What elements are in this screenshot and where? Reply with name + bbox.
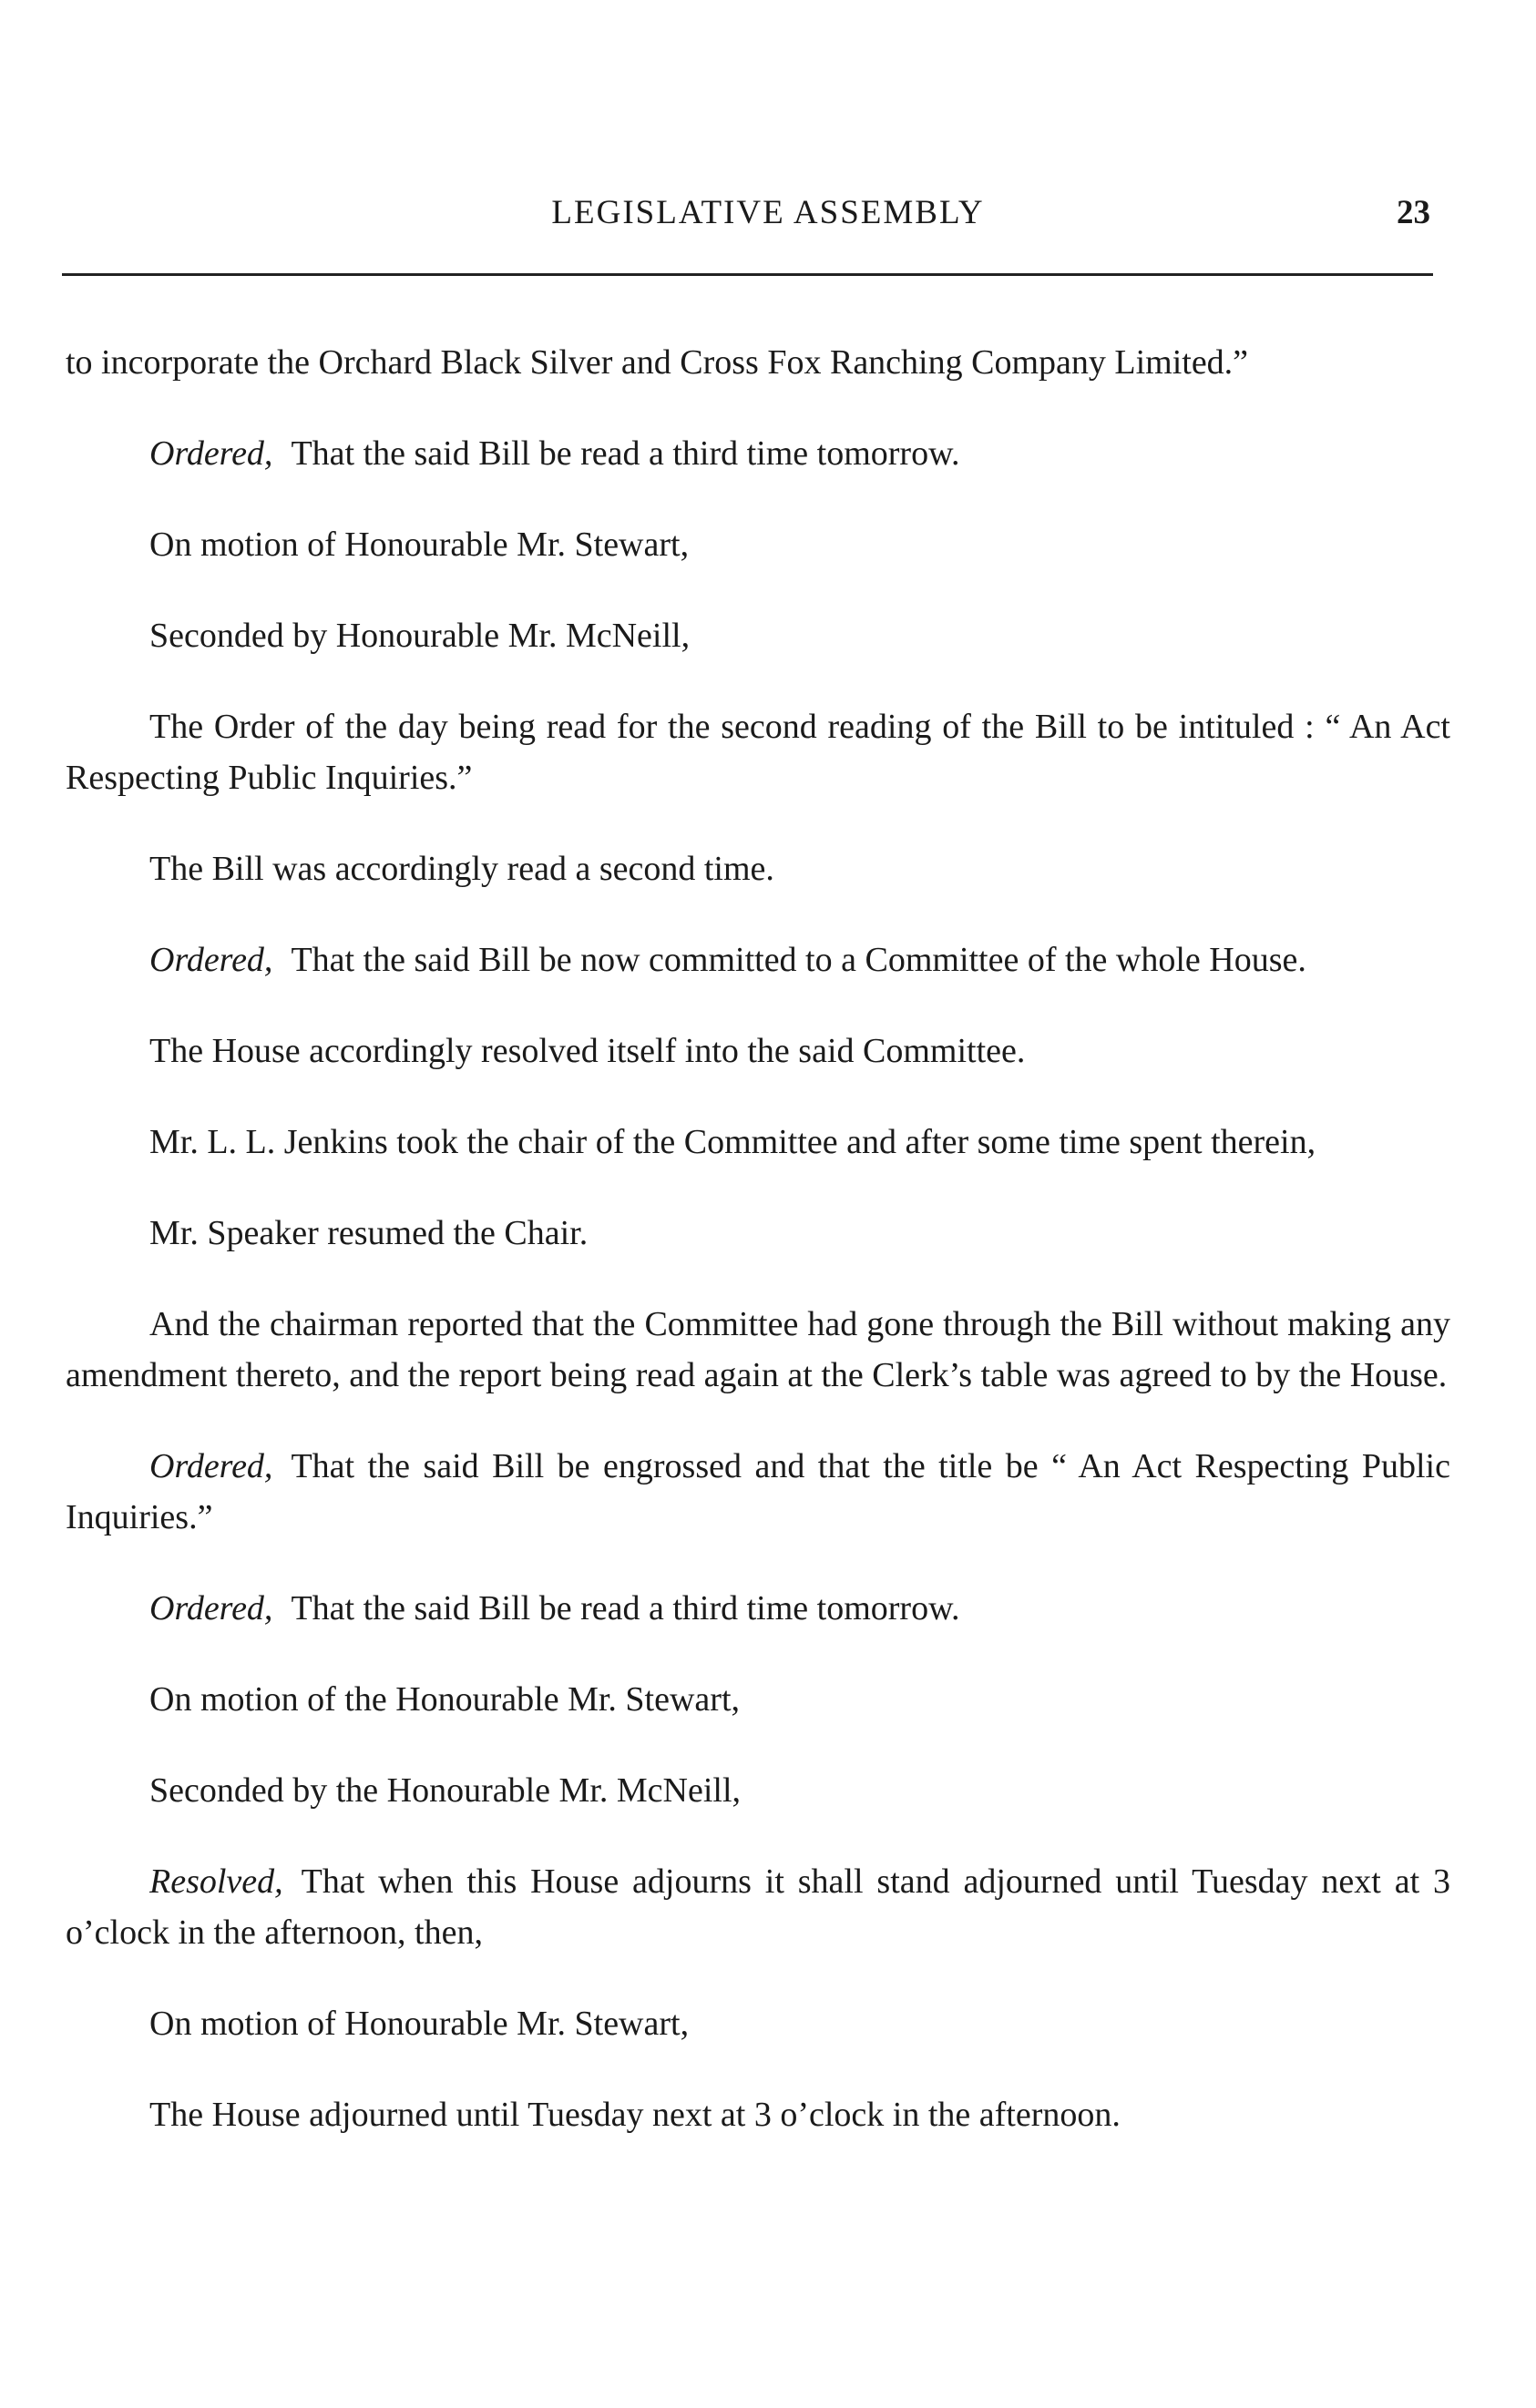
paragraph-text: Mr. L. L. Jenkins took the chair of the Committee and after some time spent therein, (149, 1123, 1316, 1161)
paragraph-text: The House accordingly resolved itself into the said Committee. (149, 1032, 1026, 1070)
paragraph-text: The Bill was accordingly read a second time. (149, 850, 774, 888)
paragraph-10 (66, 1208, 1450, 1259)
paragraph-lead: Ordered, (149, 941, 273, 979)
running-title: LEGISLATIVE ASSEMBLY (551, 194, 985, 231)
paragraph-text: That when this House adjourns it shall stand adjourned until Tuesday next at 3 o’clock in the afternoon, then, (66, 1862, 1450, 1952)
journal-body (66, 337, 1450, 2180)
paragraph-6 (66, 843, 1450, 894)
paragraph-3 (66, 519, 1450, 570)
paragraph-7 (66, 934, 1450, 985)
paragraph-lead: Ordered, (149, 1447, 273, 1485)
paragraph-text: The Order of the day being read for the second reading of the Bill to be intituled : “ An Act Respecting Public Inquiries.” (66, 708, 1450, 797)
paragraph-15 (66, 1765, 1450, 1816)
paragraph-lead: Ordered, (149, 1589, 273, 1627)
paragraph-9 (66, 1117, 1450, 1168)
paragraph-text: That the said Bill be read a third time tomorrow. (291, 1589, 960, 1627)
paragraph-lead: Ordered, (149, 434, 273, 473)
paragraph-text: That the said Bill be engrossed and that the title be “ An Act Respecting Public Inquiries.” (66, 1447, 1450, 1536)
paragraph-text: Seconded by the Honourable Mr. McNeill, (149, 1771, 742, 1810)
paragraph-16 (66, 1856, 1450, 1958)
running-head (0, 193, 1536, 248)
paragraph-4 (66, 610, 1450, 661)
paragraph-13 (66, 1583, 1450, 1634)
paragraph-text: That the said Bill be read a third time tomorrow. (291, 434, 960, 473)
paragraph-text: to incorporate the Orchard Black Silver and Cross Fox Ranching Company Limited.” (66, 343, 1249, 382)
paragraph-text: Seconded by Honourable Mr. McNeill, (149, 617, 691, 655)
page-number: 23 (1397, 194, 1430, 231)
paragraph-text: And the chairman reported that the Committee had gone through the Bill without making any amendment thereto, and the report being read again at the Clerk’s table was agreed to by the House. (66, 1305, 1450, 1394)
paragraph-text: That the said Bill be now committed to a Committee of the whole House. (291, 941, 1306, 979)
paragraph-12 (66, 1441, 1450, 1543)
paragraph-11 (66, 1299, 1450, 1401)
paragraph-2 (66, 428, 1450, 479)
paragraph-lead: Resolved, (149, 1862, 283, 1901)
paragraph-17 (66, 1998, 1450, 2049)
paragraph-1 (66, 337, 1450, 388)
paragraph-5 (66, 701, 1450, 803)
paragraph-8 (66, 1025, 1450, 1076)
paragraph-18 (66, 2089, 1450, 2140)
paragraph-text: On motion of Honourable Mr. Stewart, (149, 2005, 690, 2043)
header-rule (62, 273, 1433, 276)
paragraph-text: On motion of the Honourable Mr. Stewart, (149, 1680, 741, 1719)
paragraph-text: The House adjourned until Tuesday next at 3 o’clock in the afternoon. (149, 2096, 1121, 2134)
paragraph-text: On motion of Honourable Mr. Stewart, (149, 525, 690, 564)
paragraph-14 (66, 1674, 1450, 1725)
paragraph-text: Mr. Speaker resumed the Chair. (149, 1214, 589, 1252)
